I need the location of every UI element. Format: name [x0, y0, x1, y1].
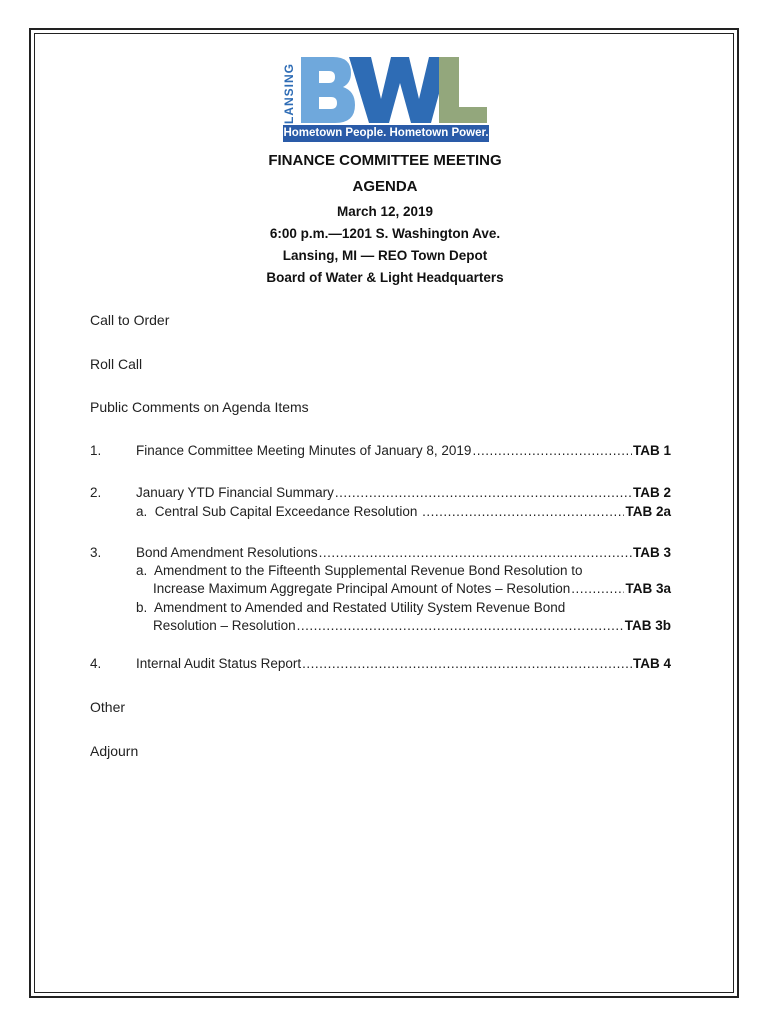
logo-tagline: Hometown People. Hometown Power.	[283, 125, 489, 142]
tab-reference: TAB 3a	[625, 581, 671, 596]
adjourn-item: Adjourn	[90, 743, 139, 759]
bwl-logo	[281, 53, 493, 143]
other-item: Other	[90, 699, 126, 715]
agenda-item-1	[136, 443, 671, 458]
logo-lansing-text: LANSING	[282, 63, 296, 124]
agenda-subitem-2a	[136, 504, 671, 519]
agenda-subitem-text: a. Amendment to the Fifteenth Supplemental Revenue Bond Resolution to	[136, 563, 583, 578]
tab-reference: TAB 3b	[624, 618, 671, 633]
agenda-subitem-3a-line1	[136, 563, 671, 578]
tab-reference: TAB 4	[632, 656, 671, 671]
agenda-subitem-3b-line2	[153, 618, 671, 633]
agenda-item-4	[136, 656, 671, 671]
tab-reference: TAB 1	[632, 443, 671, 458]
tab-reference: TAB 3	[632, 545, 671, 560]
public-comments: Public Comments on Agenda Items	[90, 399, 309, 415]
tab-reference: TAB 2	[632, 485, 671, 500]
dot-leader	[422, 504, 624, 519]
logo-lansing-strip	[281, 57, 298, 130]
logo-bwl-letters	[299, 53, 489, 125]
dot-leader	[302, 656, 632, 671]
meeting-date: March 12, 2019	[336, 204, 434, 219]
agenda-item-number: 1.	[90, 443, 102, 458]
agenda-item-text: Finance Committee Meeting Minutes of January 8, 2019	[136, 443, 472, 458]
dot-leader	[571, 581, 624, 596]
agenda-item-text: January YTD Financial Summary	[136, 485, 334, 500]
agenda-item-number: 2.	[90, 485, 102, 500]
agenda-title: AGENDA	[352, 178, 418, 195]
agenda-subitem-text: b. Amendment to Amended and Restated Utility System Revenue Bond	[136, 600, 566, 615]
call-to-order: Call to Order	[90, 312, 170, 328]
logo-letter-w	[349, 57, 449, 123]
agenda-item-3	[136, 545, 671, 560]
roll-call: Roll Call	[90, 356, 143, 372]
agenda-subitem-3b-line1	[136, 600, 671, 615]
agenda-subitem-3a-line2	[153, 581, 671, 596]
meeting-time-location: 6:00 p.m.—1201 S. Washington Ave.	[269, 226, 501, 241]
agenda-item-number: 4.	[90, 656, 102, 671]
agenda-item-number: 3.	[90, 545, 102, 560]
agenda-item-text: Internal Audit Status Report	[136, 656, 302, 671]
agenda-item-text: Bond Amendment Resolutions	[136, 545, 318, 560]
agenda-item-2	[136, 485, 671, 500]
meeting-building: Board of Water & Light Headquarters	[266, 270, 504, 285]
agenda-subitem-text: a. Central Sub Capital Exceedance Resolution	[136, 504, 422, 519]
logo-letter-l	[439, 57, 487, 123]
dot-leader	[297, 618, 624, 633]
agenda-subitem-text: Increase Maximum Aggregate Principal Amount of Notes – Resolution	[153, 581, 571, 596]
meeting-title: FINANCE COMMITTEE MEETING	[268, 152, 502, 169]
dot-leader	[319, 545, 632, 560]
meeting-city: Lansing, MI — REO Town Depot	[282, 248, 488, 263]
logo-letter-b	[301, 57, 355, 123]
dot-leader	[335, 485, 632, 500]
dot-leader	[472, 443, 632, 458]
tab-reference: TAB 2a	[625, 504, 671, 519]
agenda-subitem-text: Resolution – Resolution	[153, 618, 296, 633]
